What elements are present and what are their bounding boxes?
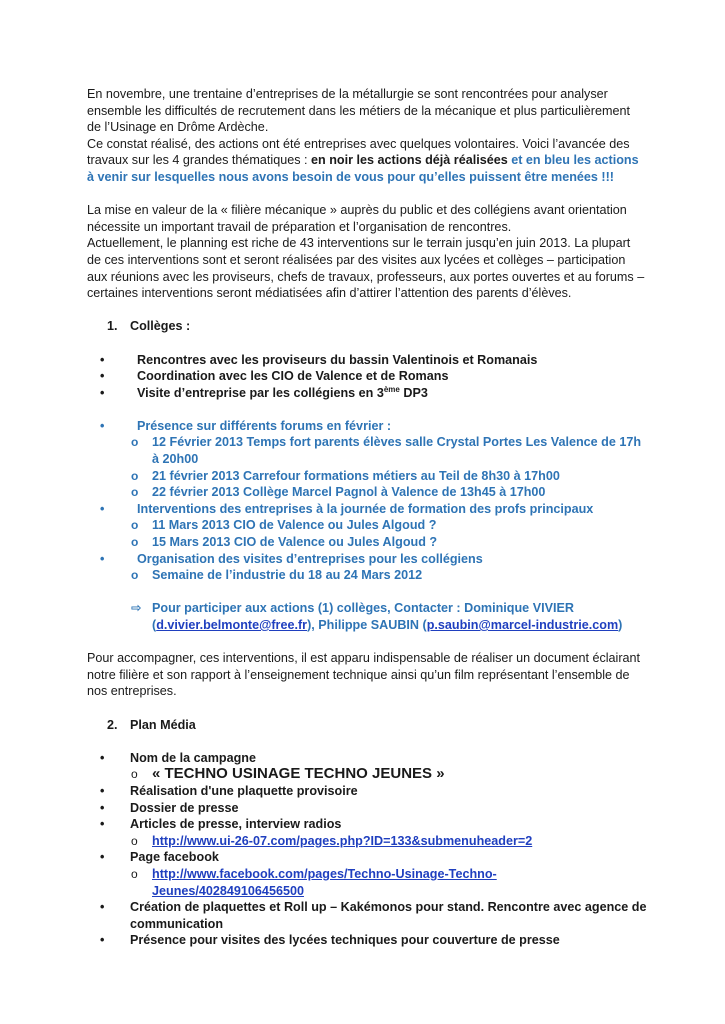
interventions-title: Interventions des entreprises à la journée de formation des profs principaux xyxy=(137,501,594,516)
sub-list-item-text: 11 Mars 2013 CIO de Valence ou Jules Algoud ? xyxy=(152,518,437,533)
section-title: Collèges : xyxy=(130,319,191,334)
contact-prefix: Pour participer aux actions (1) collèges, Contacter : Dominique VIVIER ( xyxy=(152,601,574,632)
list-item xyxy=(87,750,647,767)
bullet-icon: • xyxy=(100,850,105,865)
filiere-paragraph-1: La mise en valeur de la « filière mécanique » auprès du public et des collégiens avant orientation nécessite un important travail de préparation et l’organisation de rencontres. xyxy=(87,203,627,234)
visit-superscript: ème xyxy=(383,384,400,394)
circle-bullet-icon: o xyxy=(131,833,138,848)
contact-line xyxy=(87,600,647,633)
sub-list-item xyxy=(87,534,647,551)
sub-list-item xyxy=(87,866,647,899)
list-item xyxy=(87,849,647,866)
list-item-text: Création de plaquettes et Roll up – Kakémonos pour stand. Rencontre avec agence de communication xyxy=(130,900,647,931)
intro-paragraph-1: En novembre, une trentaine d’entreprises de la métallurgie se sont rencontrées pour analyser ensemble les difficultés de recrutement dans les métiers de la mécanique et plus particulièrement de l’Usinage en Drôme Ardèche. xyxy=(87,87,630,135)
list-item xyxy=(87,800,647,817)
list-item-text: Articles de presse, interview radios xyxy=(130,817,342,832)
list-item-text: Présence pour visites des lycées techniques pour couverture de presse xyxy=(130,933,560,948)
list-item xyxy=(87,932,647,949)
sub-list-item-text: Semaine de l’industrie du 18 au 24 Mars 2012 xyxy=(152,568,423,583)
campaign-name: « TECHNO USINAGE TECHNO JEUNES » xyxy=(152,765,445,783)
section-number: 1. xyxy=(107,319,118,334)
articles-link[interactable]: http://www.ui-26-07.com/pages.php?ID=133&submenuheader=2 xyxy=(152,833,533,848)
accompany-paragraph: Pour accompagner, ces interventions, il est apparu indispensable de réaliser un document éclairant notre filière et son rapport à l’enseignement technique ainsi qu’un film représentant l’ensemble de nos entreprises. xyxy=(87,651,641,699)
intro-done-legend: en noir les actions déjà réalisées xyxy=(311,153,508,168)
intro-paragraph-2 xyxy=(87,136,647,186)
bullet-icon: • xyxy=(100,817,105,832)
sub-list-item-text: 15 Mars 2013 CIO de Valence ou Jules Algoud ? xyxy=(152,535,438,550)
sub-list-item xyxy=(87,567,647,584)
list-item xyxy=(87,783,647,800)
bullet-icon: • xyxy=(100,783,105,798)
sub-list-item-text: 12 Février 2013 Temps fort parents élèves salle Crystal Portes Les Valence de 17h à 20h00 xyxy=(152,435,642,467)
list-item xyxy=(87,501,647,518)
circle-bullet-icon: o xyxy=(131,767,138,782)
section-number: 2. xyxy=(107,717,118,732)
arrow-right-icon: ⇨ xyxy=(131,601,142,616)
contact-suffix: ) xyxy=(618,618,623,632)
section-colleges-heading xyxy=(87,318,647,335)
campaign-label: Nom de la campagne xyxy=(130,750,256,765)
bullet-icon: • xyxy=(100,501,105,516)
visit-suffix: DP3 xyxy=(399,385,428,400)
sub-list-item xyxy=(87,468,647,485)
visit-prefix: Visite d’entreprise par les collégiens en 3 xyxy=(137,385,384,400)
bullet-icon: • xyxy=(100,933,105,948)
contact-email-saubin-link[interactable]: p.saubin@marcel-industrie.com xyxy=(426,618,619,632)
sub-list-item xyxy=(87,833,647,850)
bullet-icon: • xyxy=(100,369,105,384)
section-plan-media-heading xyxy=(87,717,647,734)
intro-paragraph-2-start: Ce constat réalisé, des actions ont été entreprises avec quelques volontaires. Voici l’avancée des travaux sur les 4 grandes thématiques : xyxy=(87,136,630,168)
contact-middle: ), Philippe SAUBIN ( xyxy=(307,618,427,632)
bullet-icon: • xyxy=(100,418,105,433)
bullet-icon: • xyxy=(100,800,105,815)
list-item-text: Réalisation d'une plaquette provisoire xyxy=(130,783,358,798)
list-item-text: Rencontres avec les proviseurs du bassin Valentinois et Romanais xyxy=(137,352,538,367)
contact-text xyxy=(152,601,622,632)
circle-bullet-icon: o xyxy=(131,518,139,533)
document-page xyxy=(87,86,647,949)
circle-bullet-icon: o xyxy=(131,535,139,550)
sub-list-item-text: 22 février 2013 Collège Marcel Pagnol à Valence de 13h45 à 17h00 xyxy=(152,485,546,500)
list-item-text: Page facebook xyxy=(130,850,219,865)
list-item-text xyxy=(137,386,428,400)
list-item xyxy=(87,551,647,568)
list-item xyxy=(87,418,647,435)
list-item-text: Dossier de presse xyxy=(130,800,239,815)
circle-bullet-icon: o xyxy=(131,866,138,881)
facebook-link[interactable]: http://www.facebook.com/pages/Techno-Usinage-Techno-Jeunes/402849106456500 xyxy=(152,866,497,898)
circle-bullet-icon: o xyxy=(131,468,139,483)
contact-email-vivier-link[interactable]: d.vivier.belmonte@free.fr xyxy=(156,618,308,632)
circle-bullet-icon: o xyxy=(131,435,139,450)
sub-list-item-text: 21 février 2013 Carrefour formations métiers au Teil de 8h30 à 17h00 xyxy=(152,468,560,483)
forums-title: Présence sur différents forums en février : xyxy=(137,418,392,433)
list-item xyxy=(87,385,647,402)
bullet-icon: • xyxy=(100,385,105,400)
filiere-paragraph-2: Actuellement, le planning est riche de 43 interventions sur le terrain jusqu’en juin 2013. La plupart de ces interventions sont et seront réalisées par des visites aux lycées et collèges – participation aux réunions avec les proviseurs, chefs de travaux, professeurs, aux portes ouvertes et au forums – certaines interventions seront médiatisées afin d’attirer l’attention des parents d’élèves. xyxy=(87,236,645,301)
circle-bullet-icon: o xyxy=(131,485,139,500)
sub-list-item xyxy=(87,434,647,467)
bullet-icon: • xyxy=(100,900,105,915)
list-item xyxy=(87,368,647,385)
circle-bullet-icon: o xyxy=(131,568,139,583)
bullet-icon: • xyxy=(100,750,105,765)
section-title: Plan Média xyxy=(130,717,196,732)
visits-title: Organisation des visites d’entreprises pour les collégiens xyxy=(137,551,483,566)
intro-todo-legend: et en bleu les actions à venir sur lesquelles nous avons besoin de vous pour qu’elles puissent être menées !!! xyxy=(87,153,639,184)
sub-list-item xyxy=(87,484,647,501)
bullet-icon: • xyxy=(100,352,105,367)
sub-list-item xyxy=(87,766,647,783)
list-item xyxy=(87,352,647,369)
sub-list-item xyxy=(87,517,647,534)
list-item xyxy=(87,899,647,932)
list-item-text: Coordination avec les CIO de Valence et de Romans xyxy=(137,369,449,384)
bullet-icon: • xyxy=(100,551,105,566)
list-item xyxy=(87,816,647,833)
